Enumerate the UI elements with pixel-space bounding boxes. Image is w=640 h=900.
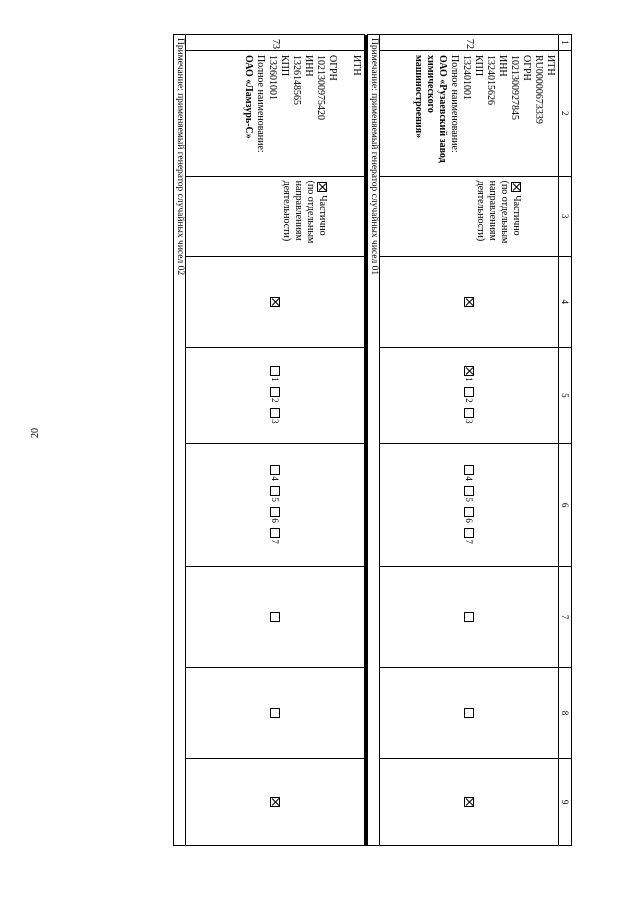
checked-box-icon[interactable] [270, 297, 280, 307]
kpp-label: КПП [473, 54, 484, 77]
option-label: 6 [464, 518, 475, 523]
checkbox-icon[interactable] [270, 408, 280, 418]
option-label: 4 [464, 476, 475, 481]
option-label: 4 [270, 476, 281, 481]
col-header: 5 [559, 347, 572, 443]
option-label: 2 [270, 398, 281, 403]
note-text: Примечание: применяемый генератор случайных чисел 01 [368, 35, 380, 846]
itn-value: RU00000673339 [533, 54, 544, 124]
kpp-value: 132601001 [267, 54, 278, 100]
table-row [380, 35, 559, 846]
col7-cell [186, 567, 365, 668]
scope-cell [380, 176, 559, 256]
checkbox-icon[interactable] [270, 528, 280, 538]
col8-cell [380, 667, 559, 758]
checked-box-icon[interactable] [464, 366, 474, 376]
option-label: 1 [464, 377, 475, 382]
col9-cell [380, 759, 559, 846]
inn-label: ИНН [497, 54, 508, 77]
checkbox-icon[interactable] [270, 612, 280, 622]
col-header: 9 [559, 759, 572, 846]
checkbox-icon[interactable] [270, 387, 280, 397]
col-header: 6 [559, 443, 572, 566]
col9-cell [186, 759, 365, 846]
itn-label: ИТН [351, 54, 362, 76]
checkbox-icon[interactable] [270, 486, 280, 496]
option-label: 2 [464, 398, 475, 403]
row-number: 72. [380, 35, 559, 51]
checkbox-icon[interactable] [270, 708, 280, 718]
checked-box-icon[interactable] [511, 182, 521, 192]
fullname-label: Полное наименование: [449, 54, 460, 153]
org-info-cell [380, 50, 559, 176]
checkbox-icon[interactable] [270, 507, 280, 517]
option-label: 6 [270, 518, 281, 523]
option-label: 5 [270, 497, 281, 502]
ogrn-label: ОГРН [521, 54, 532, 81]
checkbox-icon[interactable] [464, 507, 474, 517]
option-label: 3 [464, 419, 475, 424]
ogrn-value: 1021300975420 [315, 54, 326, 120]
itn-label: ИТН [545, 54, 556, 76]
option-label: 5 [464, 497, 475, 502]
checked-box-icon[interactable] [270, 797, 280, 807]
checkbox-icon[interactable] [464, 387, 474, 397]
note-row [174, 35, 186, 846]
inn-value: 1324015626 [485, 54, 496, 105]
header-row [559, 35, 572, 846]
col-header: 3 [559, 176, 572, 256]
col-header: 2 [559, 50, 572, 176]
col4-cell [186, 256, 365, 347]
checked-box-icon[interactable] [317, 182, 327, 192]
checkbox-icon[interactable] [270, 465, 280, 475]
fullname-label: Полное наименование: [255, 54, 266, 153]
col4-cell [380, 256, 559, 347]
ogrn-value: 1021300927845 [509, 54, 520, 120]
option-label: 1 [270, 377, 281, 382]
inn-label: ИНН [303, 54, 314, 77]
fullname-value: ОАО «Ламзурь-С» [243, 54, 254, 139]
registry-table [175, 34, 572, 846]
col6-cell [380, 443, 559, 566]
option-label: 7 [464, 539, 475, 544]
option-label: 3 [270, 419, 281, 424]
note-text: Примечание: применяемый генератор случайных чисел 02 [174, 35, 186, 846]
fullname-value: ОАО «Рузаевский завод химического машиностроения» [413, 54, 448, 163]
option-label: 7 [270, 539, 281, 544]
checkbox-icon[interactable] [270, 366, 280, 376]
scope-text: Частично (по отдельным направлениям деятельности) [281, 180, 328, 244]
checkbox-icon[interactable] [464, 708, 474, 718]
checkbox-icon[interactable] [464, 486, 474, 496]
col-header: 7 [559, 567, 572, 668]
scope-cell [186, 176, 365, 256]
page-number: 20 [30, 428, 41, 438]
table-row [186, 35, 365, 846]
col-header: 4 [559, 256, 572, 347]
org-info-cell [186, 50, 365, 176]
kpp-label: КПП [279, 54, 290, 77]
col-header: 8 [559, 667, 572, 758]
checked-box-icon[interactable] [464, 797, 474, 807]
col5-cell [186, 347, 365, 443]
col-header: 1 [559, 35, 572, 51]
checkbox-icon[interactable] [464, 465, 474, 475]
scope-text: Частично (по отдельным направлениям деятельности) [475, 180, 522, 244]
checkbox-icon[interactable] [464, 408, 474, 418]
inn-value: 1326148565 [291, 54, 302, 105]
col6-cell [186, 443, 365, 566]
itn-value [338, 55, 350, 172]
checkbox-icon[interactable] [464, 528, 474, 538]
row-number: 73 [186, 35, 365, 51]
col7-cell [380, 567, 559, 668]
ogrn-label: ОГРН [327, 54, 338, 81]
checked-box-icon[interactable] [464, 297, 474, 307]
kpp-value: 132401001 [461, 54, 472, 100]
note-row [368, 35, 380, 846]
col5-cell [380, 347, 559, 443]
col8-cell [186, 667, 365, 758]
checkbox-icon[interactable] [464, 612, 474, 622]
